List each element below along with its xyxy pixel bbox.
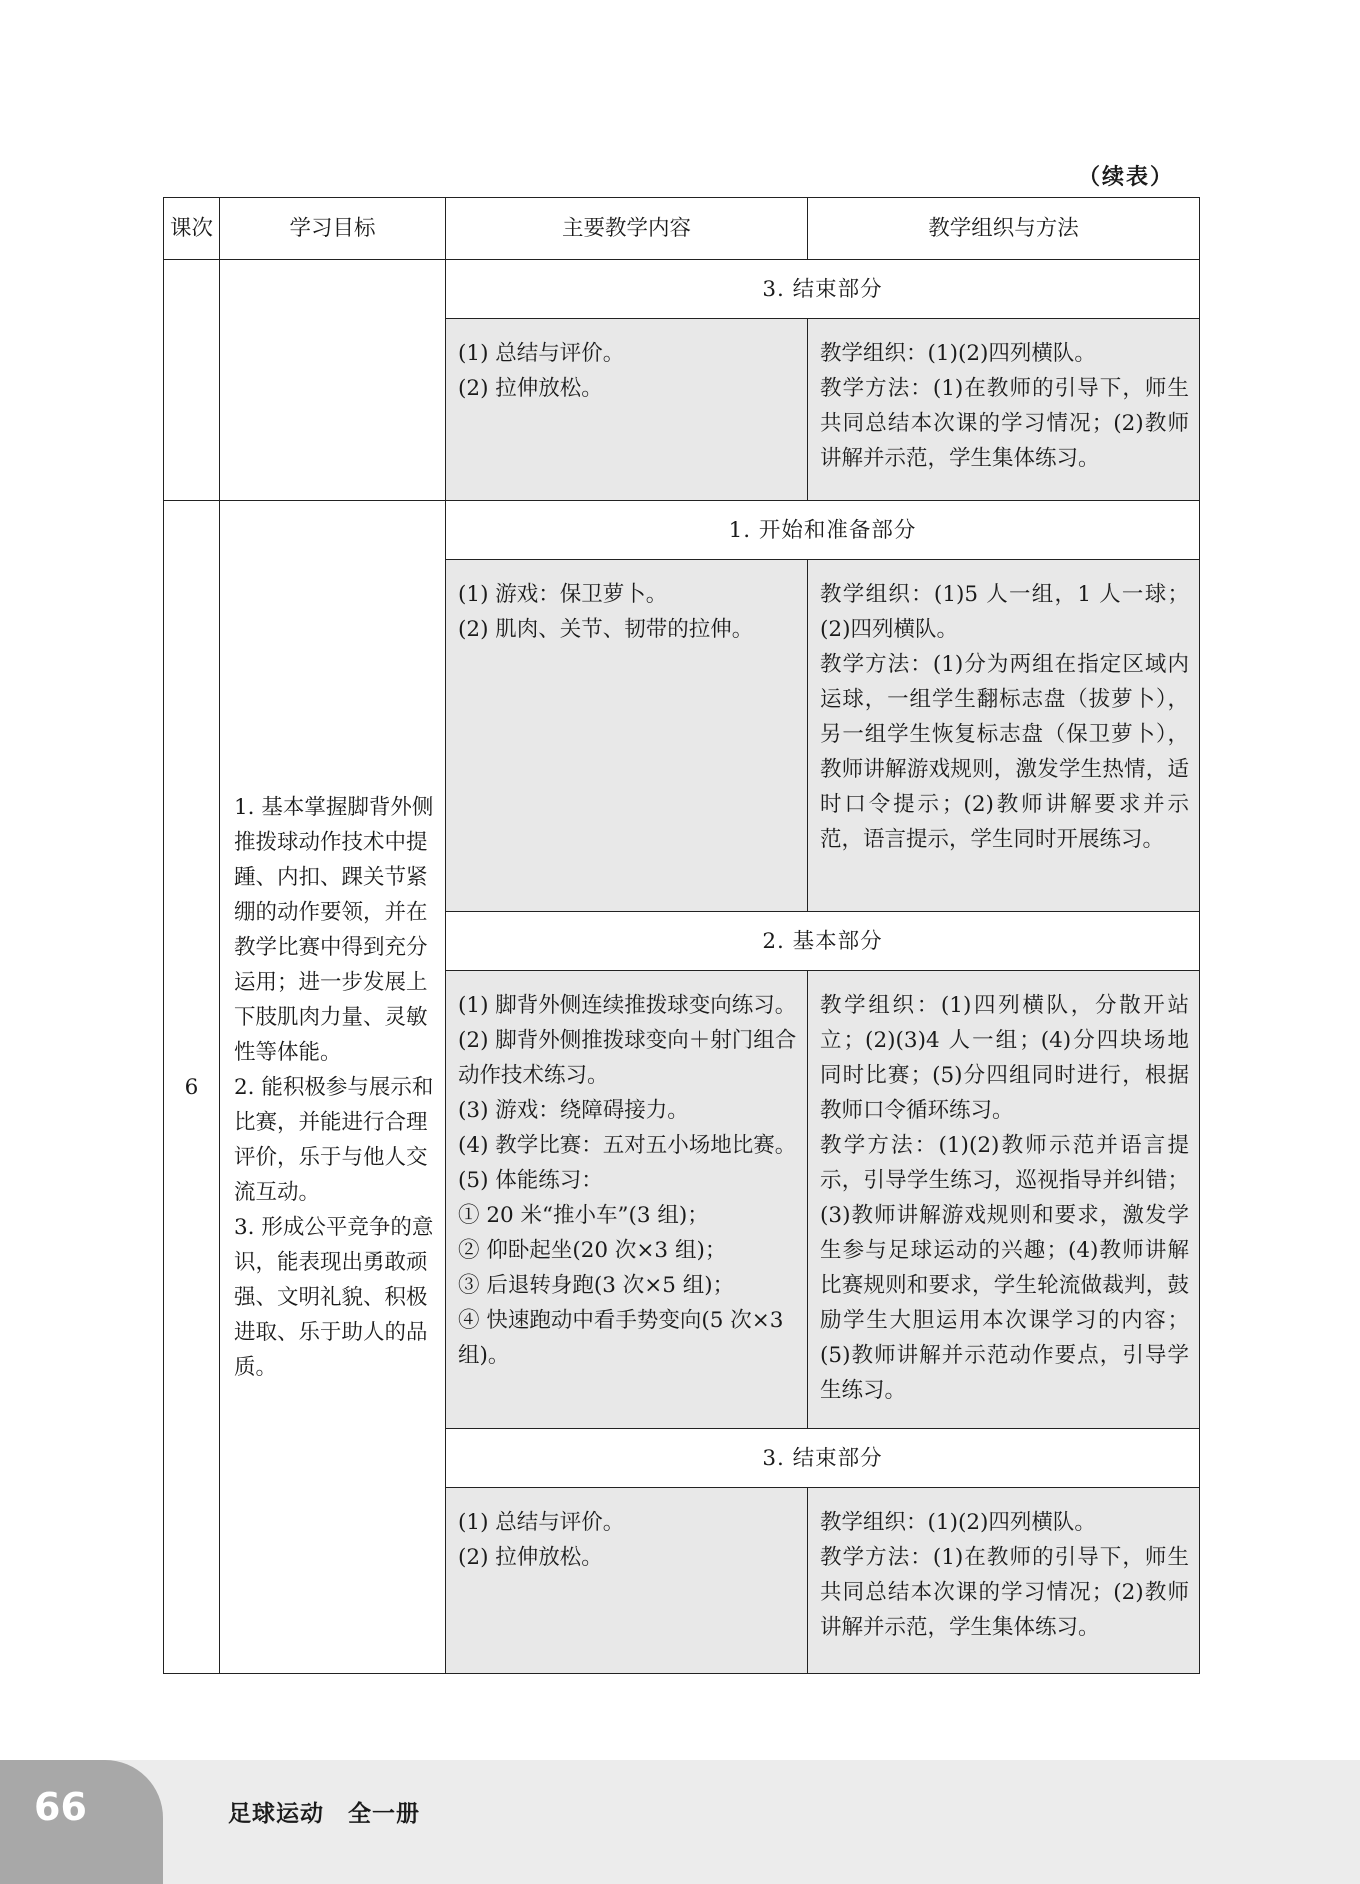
content-item: (1) 总结与评价。	[458, 1510, 625, 1535]
content-item: ④ 快速跑动中看手势变向(5 次×3 组)。	[458, 1308, 784, 1368]
content-item: (1) 游戏：保卫萝卜。	[458, 582, 668, 607]
content-item: (4) 教学比赛：五对五小场地比赛。	[458, 1133, 797, 1158]
content-item: ① 20 米“推小车”(3 组)；	[458, 1203, 709, 1228]
table-header-row	[164, 198, 1200, 260]
book-title: 足球运动 全一册	[228, 1801, 420, 1827]
lesson-number: 6	[164, 501, 220, 1674]
lesson6-start-section-row	[164, 501, 1200, 560]
content-item: (2) 拉伸放松。	[458, 376, 603, 401]
content-item: (2) 肌肉、关节、韧带的拉伸。	[458, 617, 754, 642]
goal-item: 2. 能积极参与展示和比赛，并能进行合理评价，乐于与他人交流互动。	[234, 1074, 434, 1205]
content-item: ③ 后退转身跑(3 次×5 组)；	[458, 1273, 735, 1298]
goal-item: 1. 基本掌握脚背外侧推拨球动作技术中提踵、内扣、踝关节紧绷的动作要领，并在教学比赛中得到充分运用；进一步发展上下肢肌肉力量、灵敏性等体能。	[234, 794, 434, 1065]
content-cell	[446, 971, 808, 1429]
content-item: (2) 脚背外侧推拨球变向＋射门组合动作技术练习。	[458, 1028, 797, 1088]
content-item: (1) 总结与评价。	[458, 341, 625, 366]
header-learning-goals: 学习目标	[220, 198, 446, 260]
prev-end-section-row	[164, 260, 1200, 319]
prev-goals-cell	[220, 260, 446, 501]
method-item: 教学组织：(1)(2)四列横队。	[820, 1510, 1096, 1535]
method-cell	[808, 560, 1200, 912]
content-item: (5) 体能练习：	[458, 1168, 603, 1193]
learning-goals-cell	[220, 501, 446, 1674]
content-item: (3) 游戏：绕障碍接力。	[458, 1098, 689, 1123]
content-item: ② 仰卧起坐(20 次×3 组)；	[458, 1238, 727, 1263]
method-item: 教学组织：(1)5 人一组，1 人一球；(2)四列横队。	[820, 582, 1189, 642]
content-cell	[446, 560, 808, 912]
section-title: 3. 结束部分	[446, 260, 1200, 319]
section-title: 2. 基本部分	[446, 912, 1200, 971]
method-item: 教学方法：(1)在教师的引导下，师生共同总结本次课的学习情况；(2)教师讲解并示范，学生集体练习。	[820, 376, 1189, 471]
method-item: 教学组织：(1)(2)四列横队。	[820, 341, 1096, 366]
content-item: (1) 脚背外侧连续推拨球变向练习。	[458, 993, 797, 1018]
method-cell	[808, 1488, 1200, 1674]
goal-item: 3. 形成公平竞争的意识，能表现出勇敢顽强、文明礼貌、积极进取、乐于助人的品质。	[234, 1214, 434, 1380]
method-item: 教学方法：(1)(2)教师示范并语言提示，引导学生练习，巡视指导并纠错；(3)教师讲解游戏规则和要求，激发学生参与足球运动的兴趣；(4)教师讲解比赛规则和要求，学生轮流做裁判，鼓励学生大胆运用本次课学习的内容；(5)教师讲解并示范动作要点，引导学生练习。	[820, 1133, 1189, 1403]
prev-lesson-number-cell	[164, 260, 220, 501]
section-title: 3. 结束部分	[446, 1429, 1200, 1488]
content-cell	[446, 1488, 808, 1674]
continued-label: （续表）	[1078, 165, 1175, 190]
method-cell	[808, 971, 1200, 1429]
method-cell	[808, 319, 1200, 501]
header-main-content: 主要教学内容	[446, 198, 808, 260]
page-number: 66	[34, 1785, 87, 1829]
page-footer	[0, 1760, 1360, 1884]
lesson-plan-table	[163, 197, 1200, 1674]
method-item: 教学方法：(1)在教师的引导下，师生共同总结本次课的学习情况；(2)教师讲解并示范，学生集体练习。	[820, 1545, 1189, 1640]
section-title: 1. 开始和准备部分	[446, 501, 1200, 560]
method-item: 教学组织：(1)四列横队，分散开站立；(2)(3)4 人一组；(4)分四块场地同时比赛；(5)分四组同时进行，根据教师口令循环练习。	[820, 993, 1189, 1123]
content-item: (2) 拉伸放松。	[458, 1545, 603, 1570]
content-cell	[446, 319, 808, 501]
header-lesson-number: 课次	[164, 198, 220, 260]
method-item: 教学方法：(1)分为两组在指定区域内运球，一组学生翻标志盘（拔萝卜），另一组学生恢复标志盘（保卫萝卜），教师讲解游戏规则，激发学生热情，适时口令提示；(2)教师讲解要求并示范，语言提示，学生同时开展练习。	[820, 652, 1189, 852]
header-organization-method: 教学组织与方法	[808, 198, 1200, 260]
